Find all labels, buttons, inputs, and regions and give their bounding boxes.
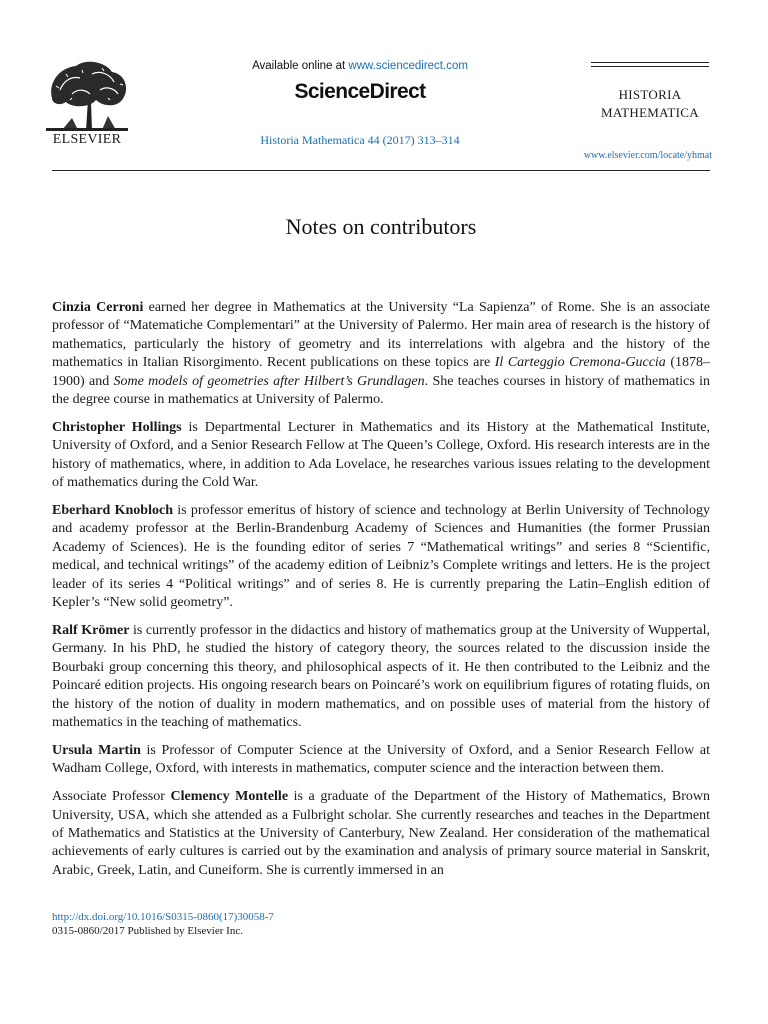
contributor-name: Eberhard Knobloch bbox=[52, 503, 173, 519]
contributor-paragraph: Ursula Martin is Professor of Computer Science at the University of Oxford, and a Senior Research Fellow at Wadham College, Oxford, with interests in mathematics, computer science and the interaction between them. bbox=[52, 742, 710, 777]
article-title: Notes on contributors bbox=[285, 214, 477, 239]
elsevier-tree-icon bbox=[42, 60, 132, 132]
contributor-paragraph: Associate Professor Clemency Montelle is a graduate of the Department of the History of Mathematics, Brown University, USA, which she attended as a Fulbright scholar. She currently researches and teaches in the Department of Mathematics and Statistics at the University of Canterbury, New Zealand. Her consideration of the mathematical achievements of early cultures is carried out by the examination and analysis of primary source material in Sanskrit, Arabic, Greek, Latin, and Cuneiform. She is currently immersed in an bbox=[52, 789, 710, 878]
contributor-paragraph: Ralf Krömer is currently professor in the didactics and history of mathematics group at the University of Wuppertal, Germany. In his PhD, he studied the history of category theory, the sources related to the discussion inside the Bourbaki group concerning this theory, and philosophical aspects of it. He then contributed to the Leibniz and the Poincaré edition projects. His ongoing research bears on Poincaré’s work on equilibrium figures of rotating fluids, on the history of the notion of duality in modern mathematics, and on possible uses of material from the history of mathematics in the teaching of mathematics. bbox=[52, 623, 711, 731]
journal-homepage-link[interactable]: www.elsevier.com/locate/yhmat bbox=[583, 150, 712, 161]
elsevier-logo bbox=[42, 60, 132, 150]
doi-link[interactable]: http://dx.doi.org/10.1016/S0315-0860(17)30058-7 bbox=[52, 911, 274, 923]
available-online-line bbox=[180, 60, 540, 72]
journal-citation-link[interactable]: Historia Mathematica 44 (2017) 313–314 bbox=[260, 133, 460, 147]
journal-title-line1: HISTORIA bbox=[618, 87, 682, 102]
journal-title-rule-thin bbox=[591, 66, 709, 67]
page-footer bbox=[52, 910, 552, 938]
publisher-logo-label: ELSEVIER bbox=[52, 132, 122, 147]
contributor-paragraph: Eberhard Knobloch is professor emeritus of history of science and technology at Berlin University of Technology and academy professor at the Berlin-Brandenburg Academy of Sciences and Humanities (the former Prussian Academy of Sciences). He is the founding editor of series 7 “Mathematical writings” and series 8 “Scientific, medical, and technical writings” of the academy edition of Leibniz’s Complete writings and letters. He is the project leader of its series 4 “Political writings” and of series 8. He is currently preparing the Latin–English edition of Kepler’s “New solid geometry”. bbox=[52, 503, 710, 611]
sciencedirect-wordmark: ScienceDirect bbox=[294, 80, 426, 103]
contributor-paragraph: Christopher Hollings is Departmental Lecturer in Mathematics and its History at the Mathematical Institute, University of Oxford, and a Senior Research Fellow at The Queen’s College, Oxford. His research interests are in the history of mathematics, where, in addition to Ada Lovelace, he researches various issues relating to the development of mathematics during the Cold War. bbox=[52, 419, 710, 491]
journal-title-line2: MATHEMATICA bbox=[601, 105, 699, 120]
contributor-name: Ursula Martin bbox=[52, 742, 141, 758]
journal-title-rule-thick bbox=[591, 62, 709, 63]
article-body bbox=[52, 299, 710, 890]
contributor-name: Christopher Hollings bbox=[52, 419, 182, 435]
sciencedirect-link[interactable]: www.sciencedirect.com bbox=[348, 60, 468, 72]
contributor-name: Clemency Montelle bbox=[170, 789, 289, 805]
copyright-line: 0315-0860/2017 Published by Elsevier Inc. bbox=[52, 925, 243, 937]
available-online-text: Available online at bbox=[252, 60, 349, 72]
contributor-name: Cinzia Cerroni bbox=[52, 300, 144, 315]
header-divider bbox=[52, 170, 710, 171]
publication-title: Il Carteggio Cremona-Guccia bbox=[494, 355, 666, 371]
contributor-name: Ralf Krömer bbox=[52, 623, 130, 638]
publication-title: Some models of geometries after Hilbert’s Grundlagen bbox=[113, 373, 425, 389]
contributor-paragraph: Cinzia Cerroni earned her degree in Mathematics at the University “La Sapienza” of Rome. She is an associate professor of “Matematiche Complementari” at the University of Palermo. Her main area of research is the history of mathematics, particularly the history of geometry and its interrelations with algebra and the history of the mathematics in Italian Risorgimento. Recent publications on these topics are Il Carteggio Cremona-Guccia (1878–1900) and Some models of geometries after Hilbert’s Grundlagen. She teaches courses in history of mathematics in the degree course in mathematics at University of Palermo. bbox=[52, 300, 711, 408]
